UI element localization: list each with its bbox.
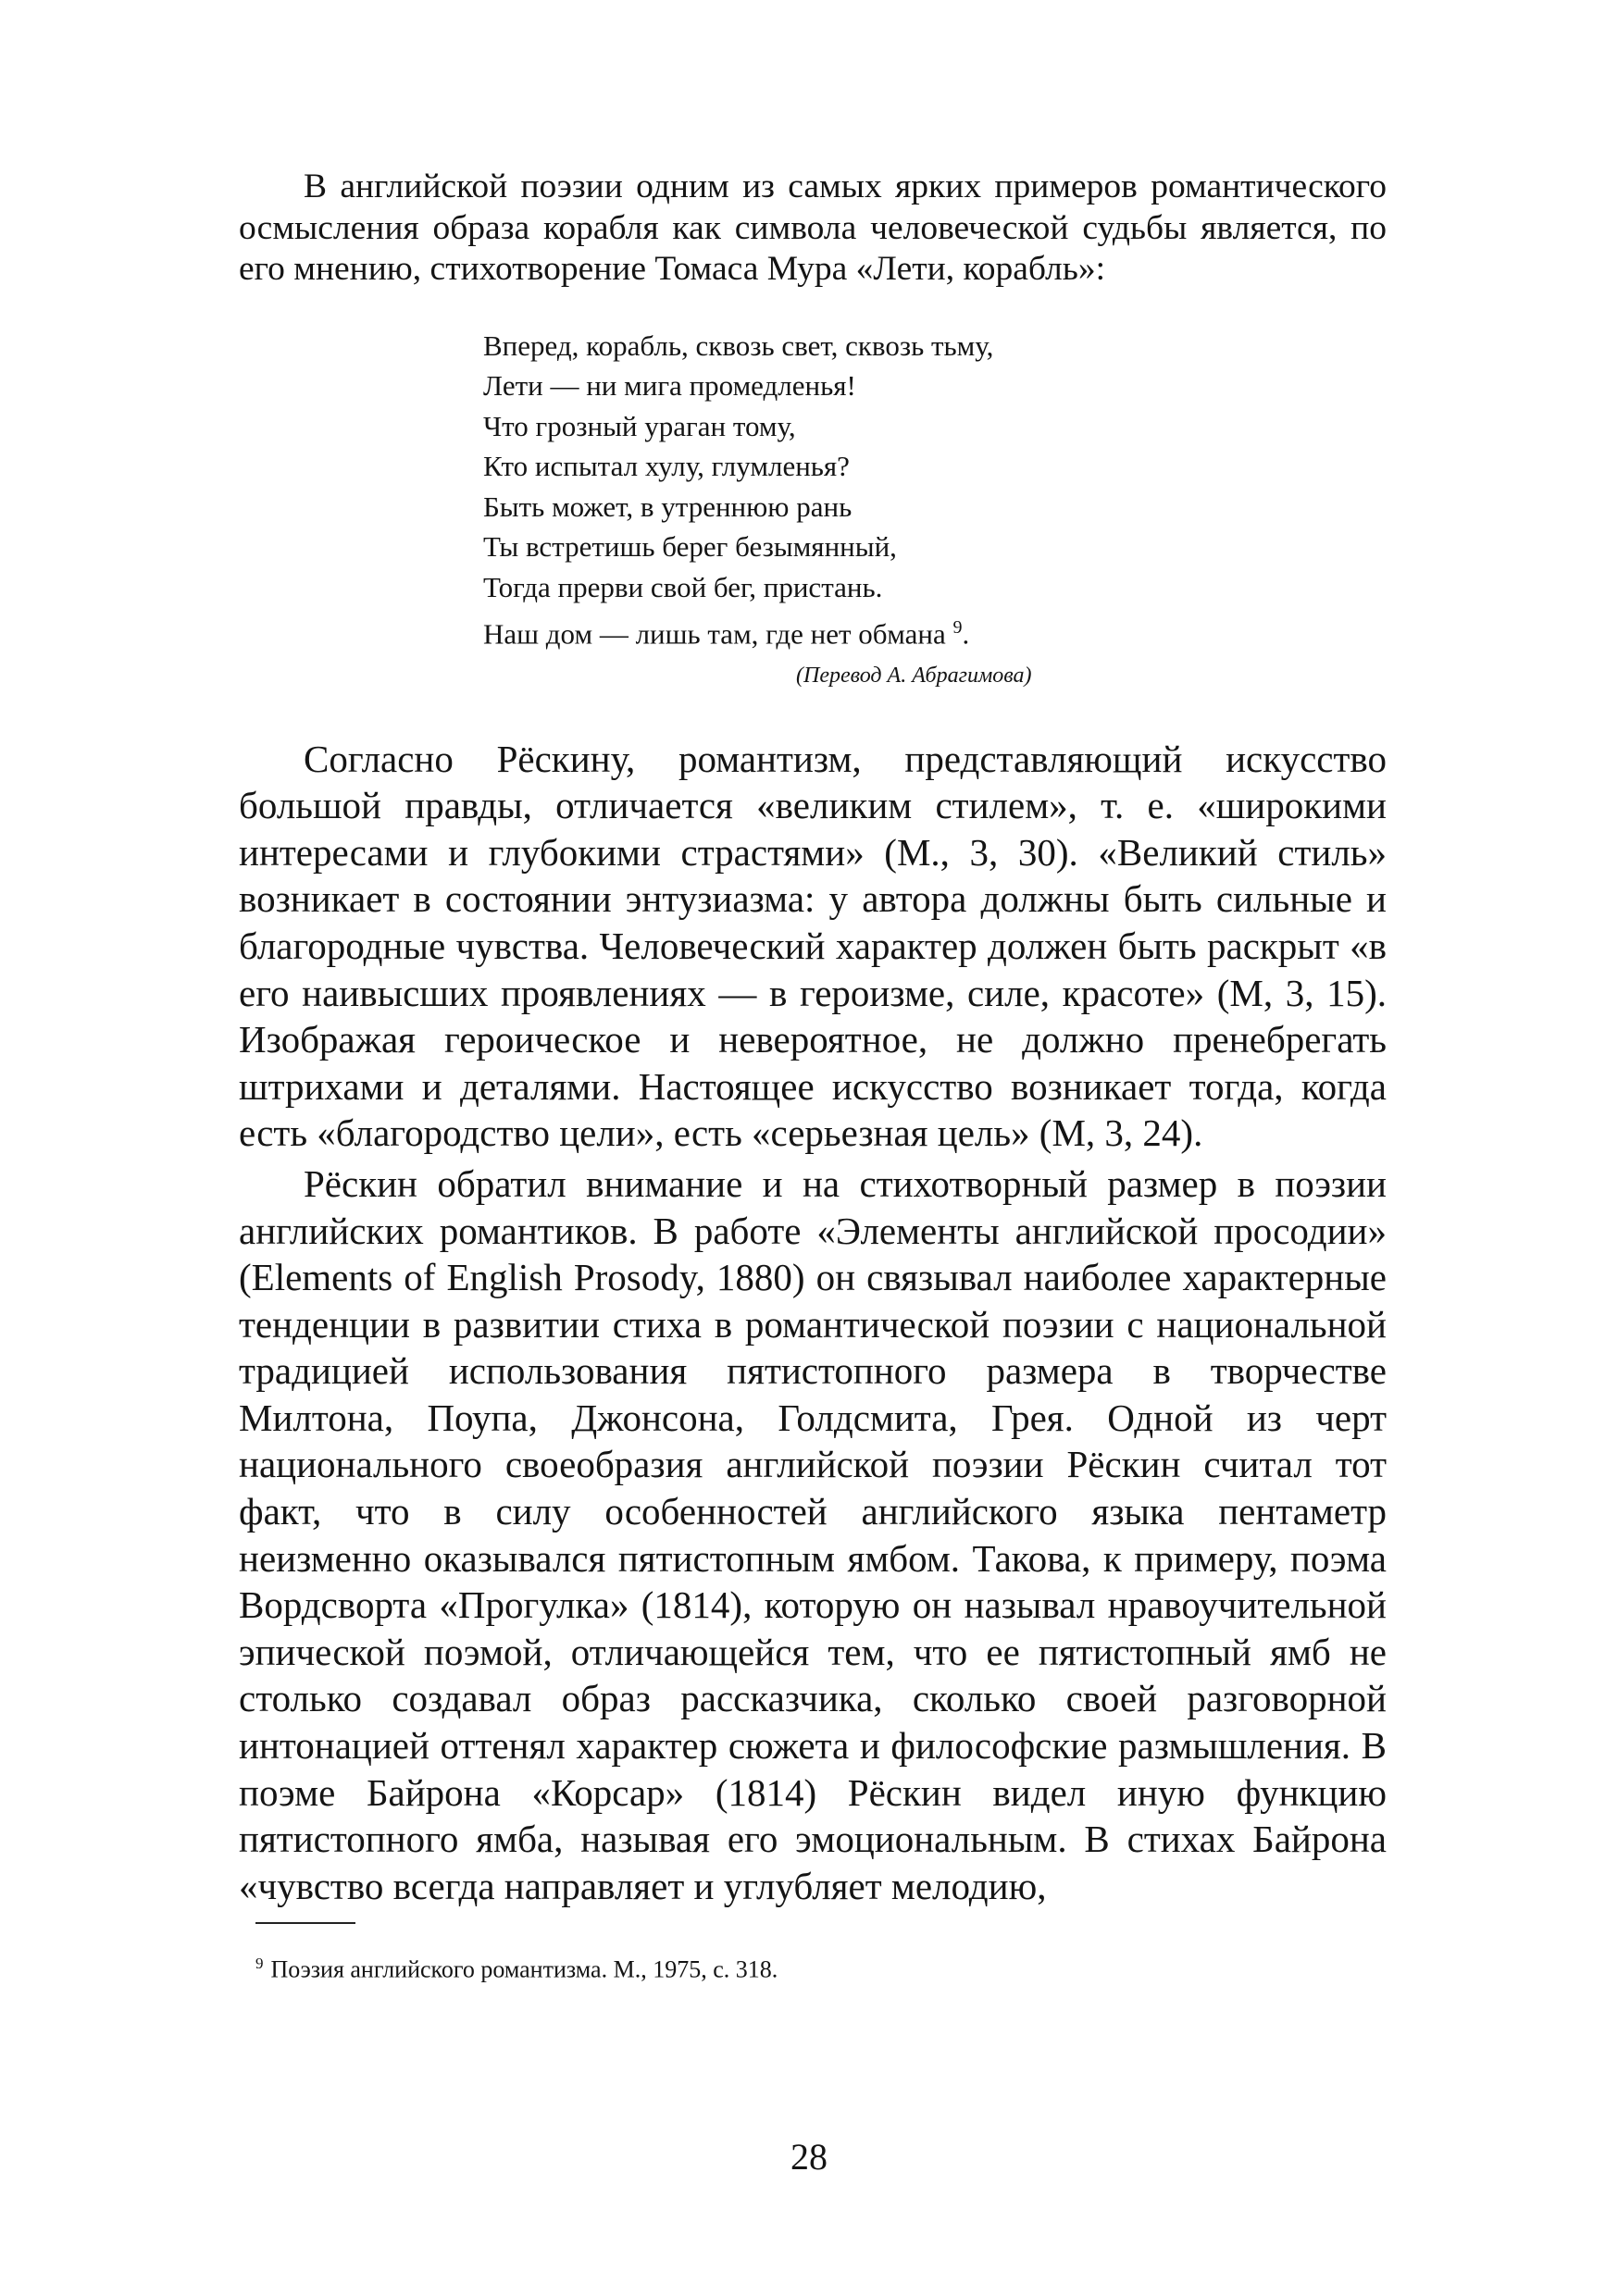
body-paragraph: Согласно Рёскину, романтизм, представляющий искусство большой правды, отличается «великим стилем», т. е. «широкими интересами и глубокими страстями» (М., 3, 30). «Великий стиль» возникает в состоянии энтузиазма: у автора должны быть сильные и благородные чувства. Человеческий характер должен быть раскрыт «в его наивысших проявлениях — в героизме, силе, красоте» (М, 3, 15). Изображая героическое и невероятное, не должно пренебрегать штрихами и деталями. Настоящее искусство возникает тогда, когда есть «благородство цели», есть «серьезная цель» (М, 3, 24). [239, 737, 1387, 1155]
poem-line: Лети — ни мига промедленья! [483, 369, 856, 403]
footnote-number: 9 [255, 1955, 264, 1973]
poem-line-text: Наш дом — лишь там, где нет обмана [483, 616, 946, 650]
poem-line-last [483, 608, 1387, 654]
poem-line: Что грозный ураган тому, [483, 409, 796, 442]
intro-paragraph: В английской поэзии одним из самых ярких примеров романтического осмысления образа корабля как символа человеческой судьбы является, по его мнению, стихотворение Томаса Мура «Лети, корабль»: [239, 168, 1387, 288]
poem-line-end: . [962, 616, 970, 650]
footnote [255, 1948, 1387, 1986]
poem-line: Вперед, корабль, сквозь свет, сквозь тьму, [483, 329, 994, 362]
footnote-divider [255, 1922, 355, 1924]
body-paragraph: Рёскин обратил внимание и на стихотворный размер в поэзии английских романтиков. В работе «Элементы английской просодии» (Elements of English Prosody, 1880) он связывал наиболее характерные тенденции в развитии стиха в романтической поэзии с национальной традицией использования пятистопного размера в творчестве Милтона, Поупа, Джонсона, Голдсмита, Грея. Одной из черт национального своеобразия английской поэзии Рёскин считал тот факт, что в силу особенностей английского языка пентаметр неизменно оказывался пятистопным ямбом. Такова, к примеру, поэма Вордсворта «Прогулка» (1814), которую он называл нравоучительной эпической поэмой, отличающейся тем, что ее пятистопный ямб не столько создавал образ рассказчика, сколько своей разговорной интонацией оттенял характер сюжета и философские размышления. В поэме Байрона «Корсар» (1814) Рёскин видел иную функцию пятистопного ямба, называя его эмоциональным. В стихах Байрона «чувство всегда направляет и углубляет мелодию, [239, 1161, 1387, 1907]
poem-line: Тогда прерви свой бег, пристань. [483, 571, 883, 604]
page-body [239, 167, 1387, 1986]
translation-credit: (Перевод А. Абрагимова) [796, 663, 1032, 688]
poem-line: Быть может, в утреннюю рань [483, 490, 853, 523]
poem-line: Кто испытал хулу, глумленья? [483, 450, 850, 483]
poem-line: Ты встретишь берег безымянный, [483, 530, 897, 564]
poem-block [483, 326, 1387, 654]
footnote-marker: 9 [952, 616, 963, 638]
page-number: 28 [790, 2136, 828, 2178]
footnote-text: Поэзия английского романтизма. М., 1975, с. 318. [270, 1956, 778, 1984]
